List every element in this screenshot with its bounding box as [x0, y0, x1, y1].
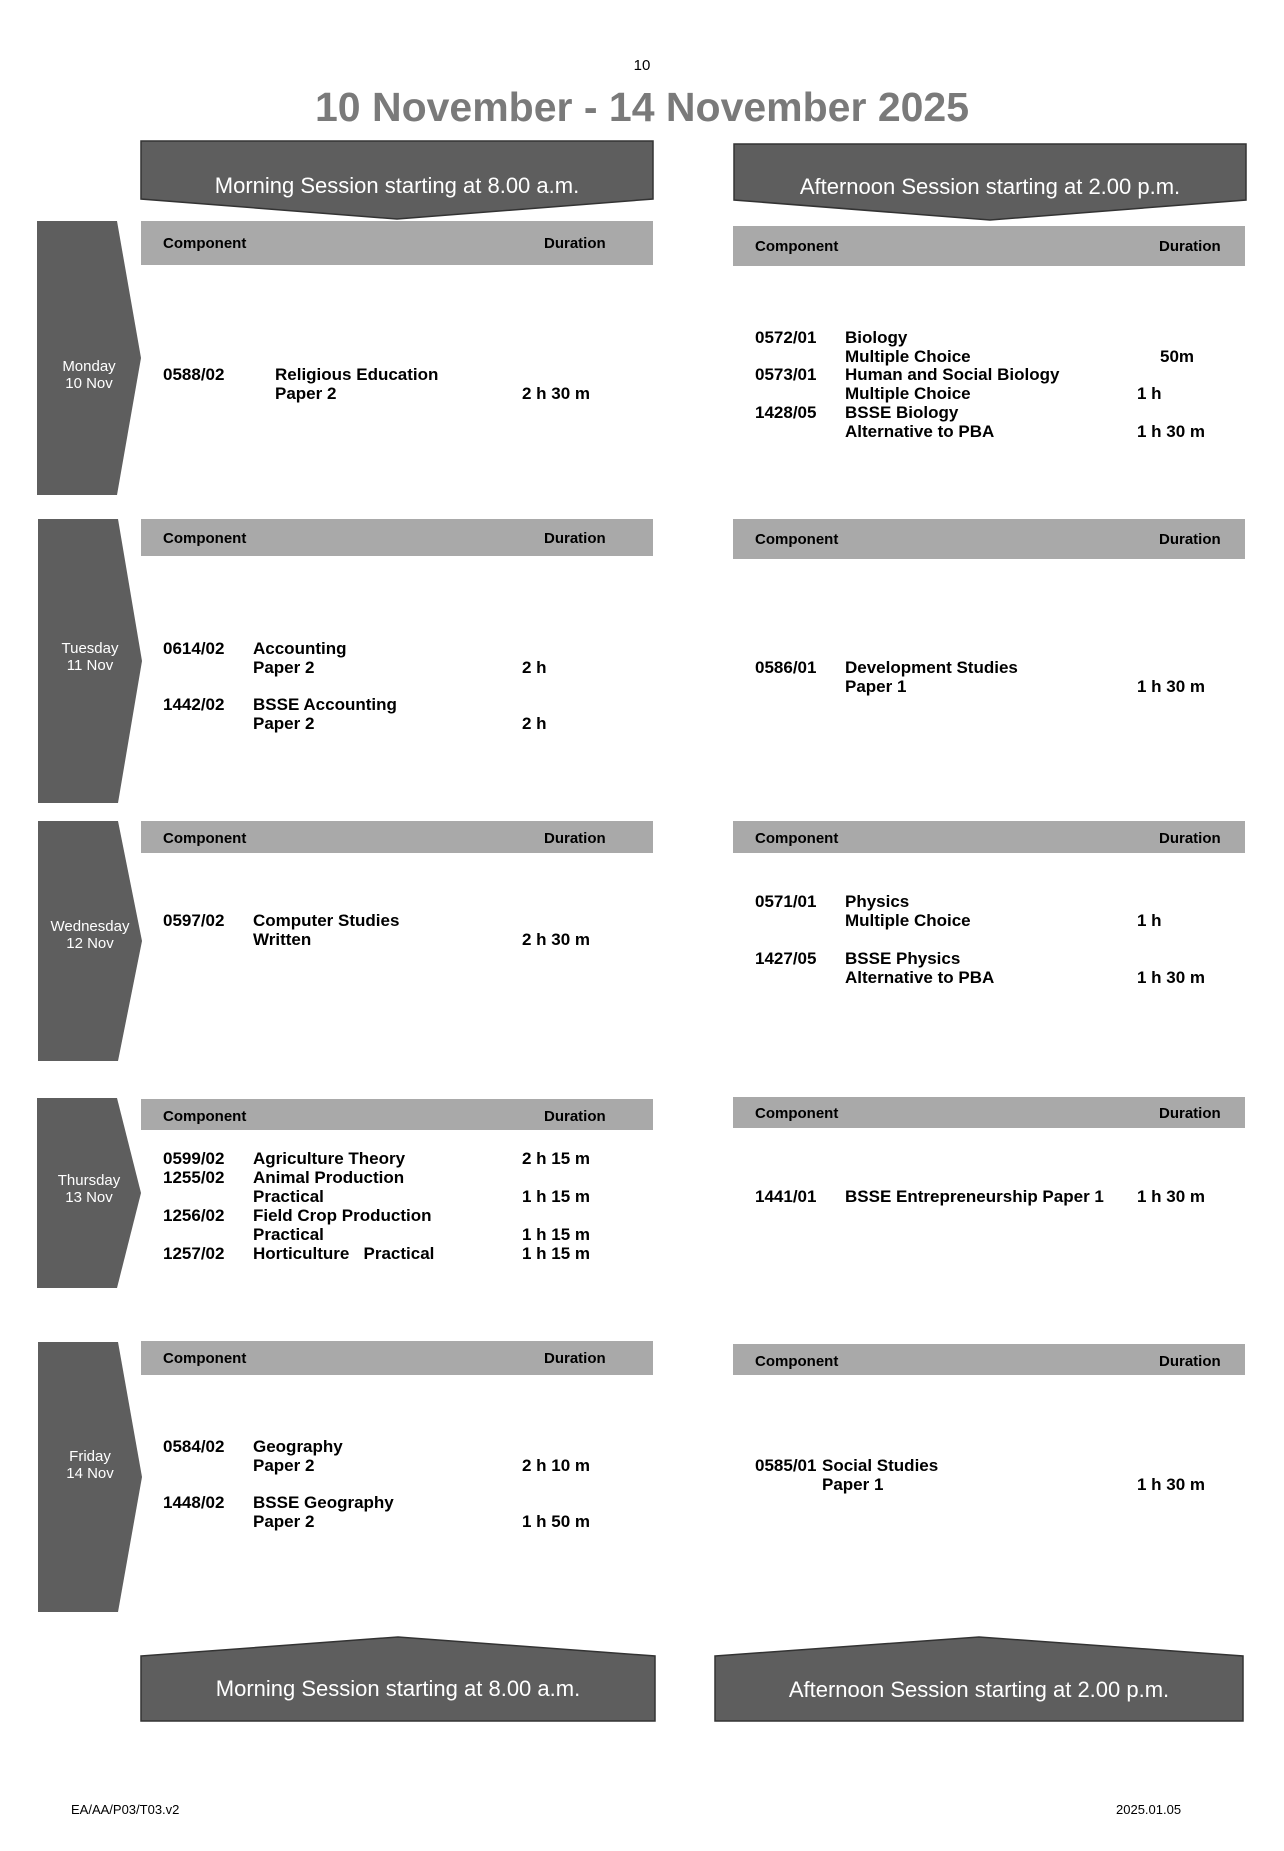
document-code: EA/AA/P03/T03.v2 — [71, 1802, 180, 1817]
afternoon-session-label: Afternoon Session starting at 2.00 p.m. — [788, 1677, 1170, 1702]
duration-header: Duration — [1159, 531, 1221, 548]
table-header — [733, 226, 1245, 266]
day-arrow-thursday — [37, 1098, 141, 1288]
day-date: 10 Nov — [65, 375, 113, 392]
duration-header: Duration — [1159, 830, 1221, 847]
component-subject: Human and Social Biology — [845, 365, 1060, 384]
component-detail: Paper 2 — [253, 714, 315, 733]
afternoon-session-banner-bottom — [714, 1636, 1244, 1722]
component-code: 1427/05 — [755, 949, 817, 968]
component-subject: BSSE Physics — [845, 949, 961, 968]
component-duration: 2 h 30 m — [522, 930, 591, 949]
component-subject: Biology — [845, 328, 908, 347]
component-code: 0584/02 — [163, 1437, 225, 1456]
component-duration: 1 h 30 m — [1137, 677, 1206, 696]
day-name: Monday — [62, 358, 116, 375]
component-subject: Field Crop Production — [253, 1206, 432, 1225]
afternoon-session-banner-top — [733, 143, 1247, 221]
day-arrow-monday — [37, 221, 141, 495]
morning-session-banner-top — [140, 140, 654, 220]
component-code: 1257/02 — [163, 1244, 225, 1263]
table-header — [141, 821, 653, 853]
component-header: Component — [755, 531, 839, 548]
day-date: 14 Nov — [66, 1465, 114, 1482]
component-code: 0586/01 — [755, 658, 817, 677]
component-subject: BSSE Accounting — [253, 695, 397, 714]
component-code: 0599/02 — [163, 1149, 225, 1168]
component-detail: Multiple Choice — [845, 384, 971, 403]
component-duration: 50m — [1160, 347, 1195, 366]
component-duration: 1 h — [1137, 911, 1162, 930]
component-subject: Accounting — [253, 639, 347, 658]
duration-header: Duration — [544, 530, 606, 547]
component-detail: Written — [253, 930, 312, 949]
duration-header: Duration — [544, 1350, 606, 1367]
component-duration: 1 h 15 m — [522, 1225, 591, 1244]
page-title: 10 November - 14 November 2025 — [314, 84, 970, 130]
component-detail: Practical — [253, 1225, 324, 1244]
component-subject: Religious Education — [275, 365, 439, 384]
table-header — [733, 821, 1245, 853]
table-header — [733, 519, 1245, 559]
component-detail: Multiple Choice — [845, 911, 971, 930]
duration-header: Duration — [1159, 1105, 1221, 1122]
day-name: Thursday — [57, 1172, 121, 1189]
component-code: 0614/02 — [163, 639, 225, 658]
table-header — [733, 1097, 1245, 1128]
day-date: 12 Nov — [66, 935, 114, 952]
table-header — [141, 519, 653, 556]
component-subject: Geography — [253, 1437, 343, 1456]
component-subject: BSSE Biology — [845, 403, 959, 422]
component-code: 1442/02 — [163, 695, 225, 714]
component-duration: 2 h 15 m — [522, 1149, 591, 1168]
component-duration: 1 h 30 m — [1137, 1187, 1206, 1206]
component-detail: Paper 2 — [253, 1456, 315, 1475]
day-date: 13 Nov — [65, 1189, 113, 1206]
component-code: 1441/01 — [755, 1187, 817, 1206]
table-header — [141, 221, 653, 265]
component-subject: Physics — [845, 892, 910, 911]
component-header: Component — [163, 1350, 247, 1367]
day-name: Tuesday — [61, 640, 119, 657]
component-code: 1256/02 — [163, 1206, 225, 1225]
component-subject: Social Studies — [822, 1456, 939, 1475]
table-header — [733, 1344, 1245, 1375]
component-subject: BSSE Entrepreneurship Paper 1 — [845, 1187, 1104, 1206]
component-subject: Computer Studies — [253, 911, 400, 930]
page-number: 10 — [633, 57, 651, 74]
component-subject: Agriculture Theory — [253, 1149, 406, 1168]
document-date: 2025.01.05 — [1116, 1802, 1182, 1817]
morning-session-label: Morning Session starting at 8.00 a.m. — [214, 173, 580, 198]
component-duration: 1 h 30 m — [1137, 1475, 1206, 1494]
component-detail: Paper 2 — [275, 384, 337, 403]
component-header: Component — [163, 1108, 247, 1125]
component-code: 0585/01 — [755, 1456, 817, 1475]
duration-header: Duration — [544, 235, 606, 252]
component-code: 0573/01 — [755, 365, 817, 384]
component-detail: Alternative to PBA — [845, 968, 995, 987]
component-subject: BSSE Geography — [253, 1493, 394, 1512]
component-detail: Paper 1 — [822, 1475, 884, 1494]
component-header: Component — [755, 1105, 839, 1122]
component-code: 0588/02 — [163, 365, 225, 384]
morning-session-label: Morning Session starting at 8.00 a.m. — [215, 1676, 581, 1701]
component-duration: 2 h 10 m — [522, 1456, 591, 1475]
day-date: 11 Nov — [66, 657, 114, 674]
table-header — [141, 1099, 653, 1130]
duration-header: Duration — [544, 830, 606, 847]
component-header: Component — [163, 235, 247, 252]
component-duration: 1 h 50 m — [522, 1512, 591, 1531]
duration-header: Duration — [544, 1108, 606, 1125]
component-duration: 2 h 30 m — [522, 384, 591, 403]
component-detail: Paper 2 — [253, 658, 315, 677]
component-duration: 1 h 30 m — [1137, 968, 1206, 987]
component-code: 0571/01 — [755, 892, 817, 911]
component-subject: Development Studies — [845, 658, 1018, 677]
component-header: Component — [755, 1353, 839, 1370]
component-duration: 1 h — [1137, 384, 1162, 403]
component-code: 0597/02 — [163, 911, 225, 930]
component-detail: Alternative to PBA — [845, 422, 995, 441]
day-arrow-wednesday — [38, 821, 142, 1061]
component-subject: Animal Production — [253, 1168, 405, 1187]
component-code: 1428/05 — [755, 403, 817, 422]
component-detail: Multiple Choice — [845, 347, 971, 366]
morning-session-banner-bottom — [140, 1636, 656, 1722]
component-duration: 1 h 15 m — [522, 1244, 591, 1263]
component-header: Component — [755, 238, 839, 255]
afternoon-session-label: Afternoon Session starting at 2.00 p.m. — [799, 174, 1181, 199]
component-detail: Paper 2 — [253, 1512, 315, 1531]
day-name: Friday — [69, 1448, 111, 1465]
component-code: 1448/02 — [163, 1493, 225, 1512]
component-code: 0572/01 — [755, 328, 817, 347]
day-arrow-friday — [38, 1342, 142, 1612]
component-duration: 2 h — [522, 714, 547, 733]
component-header: Component — [755, 830, 839, 847]
component-detail: Paper 1 — [845, 677, 907, 696]
duration-header: Duration — [1159, 238, 1221, 255]
component-header: Component — [163, 530, 247, 547]
day-arrow-tuesday — [38, 519, 142, 803]
component-code: 1255/02 — [163, 1168, 225, 1187]
component-header: Component — [163, 830, 247, 847]
component-duration: 1 h 15 m — [522, 1187, 591, 1206]
component-duration: 1 h 30 m — [1137, 422, 1206, 441]
component-duration: 2 h — [522, 658, 547, 677]
table-header — [141, 1341, 653, 1375]
day-name: Wednesday — [50, 918, 130, 935]
component-detail: Practical — [253, 1187, 324, 1206]
duration-header: Duration — [1159, 1353, 1221, 1370]
component-subject: Horticulture Practical — [253, 1244, 435, 1263]
